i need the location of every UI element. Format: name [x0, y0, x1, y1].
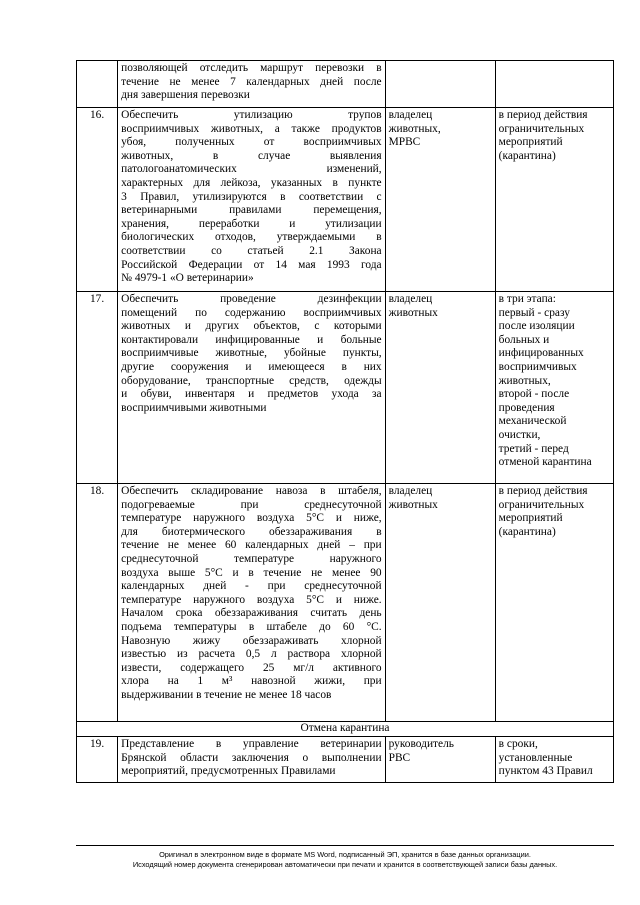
text-line: соответствии со статьей 2.1 Закона — [121, 244, 382, 257]
text-line: животных, — [498, 374, 551, 387]
text-line: животных — [388, 498, 438, 511]
text-line: характерных для лейкоза, указанных в пункте — [121, 176, 382, 189]
text-line: (карантина) — [498, 149, 556, 162]
table-row — [77, 108, 614, 292]
text-line: в период действия — [498, 109, 588, 121]
text-line: для биотермического обеззараживания в — [121, 525, 382, 538]
text-line: восприимчивые животные, убойные пункты, — [121, 347, 382, 360]
text-line: проведения — [498, 401, 555, 414]
footer-divider — [76, 845, 614, 846]
text-line: позволяющей отследить маршрут перевозки в — [121, 62, 382, 74]
footer-line-1: Оригинал в электронном виде в формате MS Word, подписанный ЭП, хранится в базе данных организации. — [159, 850, 531, 859]
text-line: ограничительных — [498, 122, 585, 135]
text-line: температуре наружного воздуха 5°С и ниже, — [121, 512, 382, 525]
text-line: убоя, полученных от восприимчивых — [121, 136, 382, 149]
cell-term — [495, 292, 613, 484]
text-line: животных, — [388, 122, 441, 135]
text-line: Представление в управление ветеринарии — [121, 738, 382, 750]
table-row-continuation — [77, 61, 614, 108]
text-line: патологоанатомических изменений, — [121, 163, 382, 176]
cell-owner — [385, 737, 495, 783]
cell-owner — [385, 108, 495, 292]
text-line: подогреваемые при среднесуточной — [121, 498, 382, 511]
text-line: 3 Правил, утилизируются в соответствии с — [121, 190, 382, 203]
cell-owner — [385, 484, 495, 722]
text-line: инфицированных — [498, 347, 584, 360]
cell-term — [495, 737, 613, 783]
cell-term — [495, 484, 613, 722]
text-line: оборудование, транспортные средств, одежды — [121, 374, 382, 387]
text-line: ограничительных — [498, 498, 585, 511]
section-row — [77, 722, 614, 737]
text-line: Обеспечить проведение дезинфекции — [121, 293, 382, 305]
row-number: 19. — [77, 737, 118, 783]
cell-text — [118, 108, 385, 292]
text-line: температуре наружного воздуха 5°С и ниже. — [121, 593, 382, 606]
text-line: Обеспечить утилизацию трупов — [121, 109, 382, 121]
text-line: календарных дней - при среднесуточной — [121, 580, 382, 593]
text-line: очистки, — [498, 428, 541, 441]
text-line: восприимчивыми животными — [121, 401, 267, 414]
text-line: известью из расчета 0,5 л раствора хлорной — [121, 648, 382, 661]
table-row — [77, 292, 614, 484]
text-line: выдерживании в течение не менее 18 часов — [121, 688, 332, 701]
text-line: воздуха выше 5°С и в течение не менее 90 — [121, 566, 382, 579]
text-line: среднесуточной температуре наружного — [121, 552, 382, 565]
text-line: третий - перед — [498, 442, 569, 455]
text-line: течение не менее 60 календарных дней – при — [121, 539, 382, 552]
text-line: после изоляции — [498, 320, 575, 333]
text-line: биологических отходов, утверждаемыми в — [121, 231, 382, 244]
text-line: восприимчивых — [498, 360, 577, 373]
text-line: МРВС — [388, 136, 421, 149]
text-line: животных, в случае выявления — [121, 149, 382, 162]
text-line: дня завершения перевозки — [121, 89, 250, 102]
text-line: владелец — [388, 293, 433, 305]
text-line: течение не менее 7 календарных дней после — [121, 75, 382, 88]
text-line: Началом срока обеззараживания считать день — [121, 607, 382, 620]
text-line: первый - сразу — [498, 306, 570, 319]
text-line: подъема температуры в штабеле до 60 °С. — [121, 620, 382, 633]
text-line: в сроки, — [498, 738, 538, 750]
text-line: ветеринарными правилами перемещения, — [121, 204, 382, 217]
table-row — [77, 484, 614, 722]
text-line: в три этапа: — [498, 293, 556, 305]
text-line: (карантина) — [498, 525, 556, 538]
text-line: помещений по содержанию восприимчивых — [121, 306, 382, 319]
text-line: извести, содержащего 25 мг/л активного — [121, 661, 382, 674]
text-line: пунктом 43 Правил — [498, 765, 593, 778]
footer-line-2: Исходящий номер документа сгенерирован автоматически при печати и хранится в соответствующей записи базы данных. — [132, 860, 558, 869]
text-line: Российской Федерации от 14 мая 1993 года — [121, 258, 382, 271]
cell-term — [495, 61, 613, 108]
text-line: руководитель — [388, 738, 454, 750]
cell-text — [118, 292, 385, 484]
table-row — [77, 737, 614, 783]
row-number: 18. — [77, 484, 118, 722]
text-line: отменой карантина — [498, 456, 592, 469]
text-line: и обуви, инвентаря и предметов ухода за — [121, 388, 382, 401]
cell-owner — [385, 61, 495, 108]
text-line: контактировали инфицированные и больные — [121, 333, 382, 346]
text-line: восприимчивых животных, а также продуктов — [121, 122, 382, 135]
text-line: РВС — [388, 751, 411, 764]
text-line: хлора на 1 м³ навозной жижи, при — [121, 675, 382, 688]
text-line: Навозную жижу обеззараживать хлорной — [121, 634, 382, 647]
text-line: животных и других объектов, с которыми — [121, 320, 382, 333]
text-line: мероприятий — [498, 136, 563, 149]
text-line: другие сооружения и имеющееся в них — [121, 360, 382, 373]
text-line: Обеспечить складирование навоза в штабеля, — [121, 485, 382, 497]
cell-term — [495, 108, 613, 292]
cell-owner — [385, 292, 495, 484]
text-line: второй - после — [498, 388, 570, 401]
text-line: владелец — [388, 485, 433, 497]
text-line: № 4979-1 «О ветеринарии» — [121, 272, 254, 285]
cell-text — [118, 484, 385, 722]
cell-num — [77, 61, 118, 108]
text-line: в период действия — [498, 485, 588, 497]
text-line: мероприятий — [498, 512, 563, 525]
text-line: мероприятий, предусмотренных Правилами — [121, 765, 336, 778]
text-line: Брянской области заключения о выполнении — [121, 751, 382, 764]
text-line: животных — [388, 306, 438, 319]
text-line: больных и — [498, 333, 550, 346]
text-line: механической — [498, 415, 567, 428]
section-title: Отмена карантина — [77, 722, 614, 737]
text-line: установленные — [498, 751, 573, 764]
row-number: 16. — [77, 108, 118, 292]
measures-table — [76, 60, 614, 783]
footer-note — [76, 850, 614, 870]
text-line: владелец — [388, 109, 433, 121]
cell-text — [118, 61, 385, 108]
row-number: 17. — [77, 292, 118, 484]
cell-text — [118, 737, 385, 783]
text-line: хранения, переработки и утилизации — [121, 217, 382, 230]
